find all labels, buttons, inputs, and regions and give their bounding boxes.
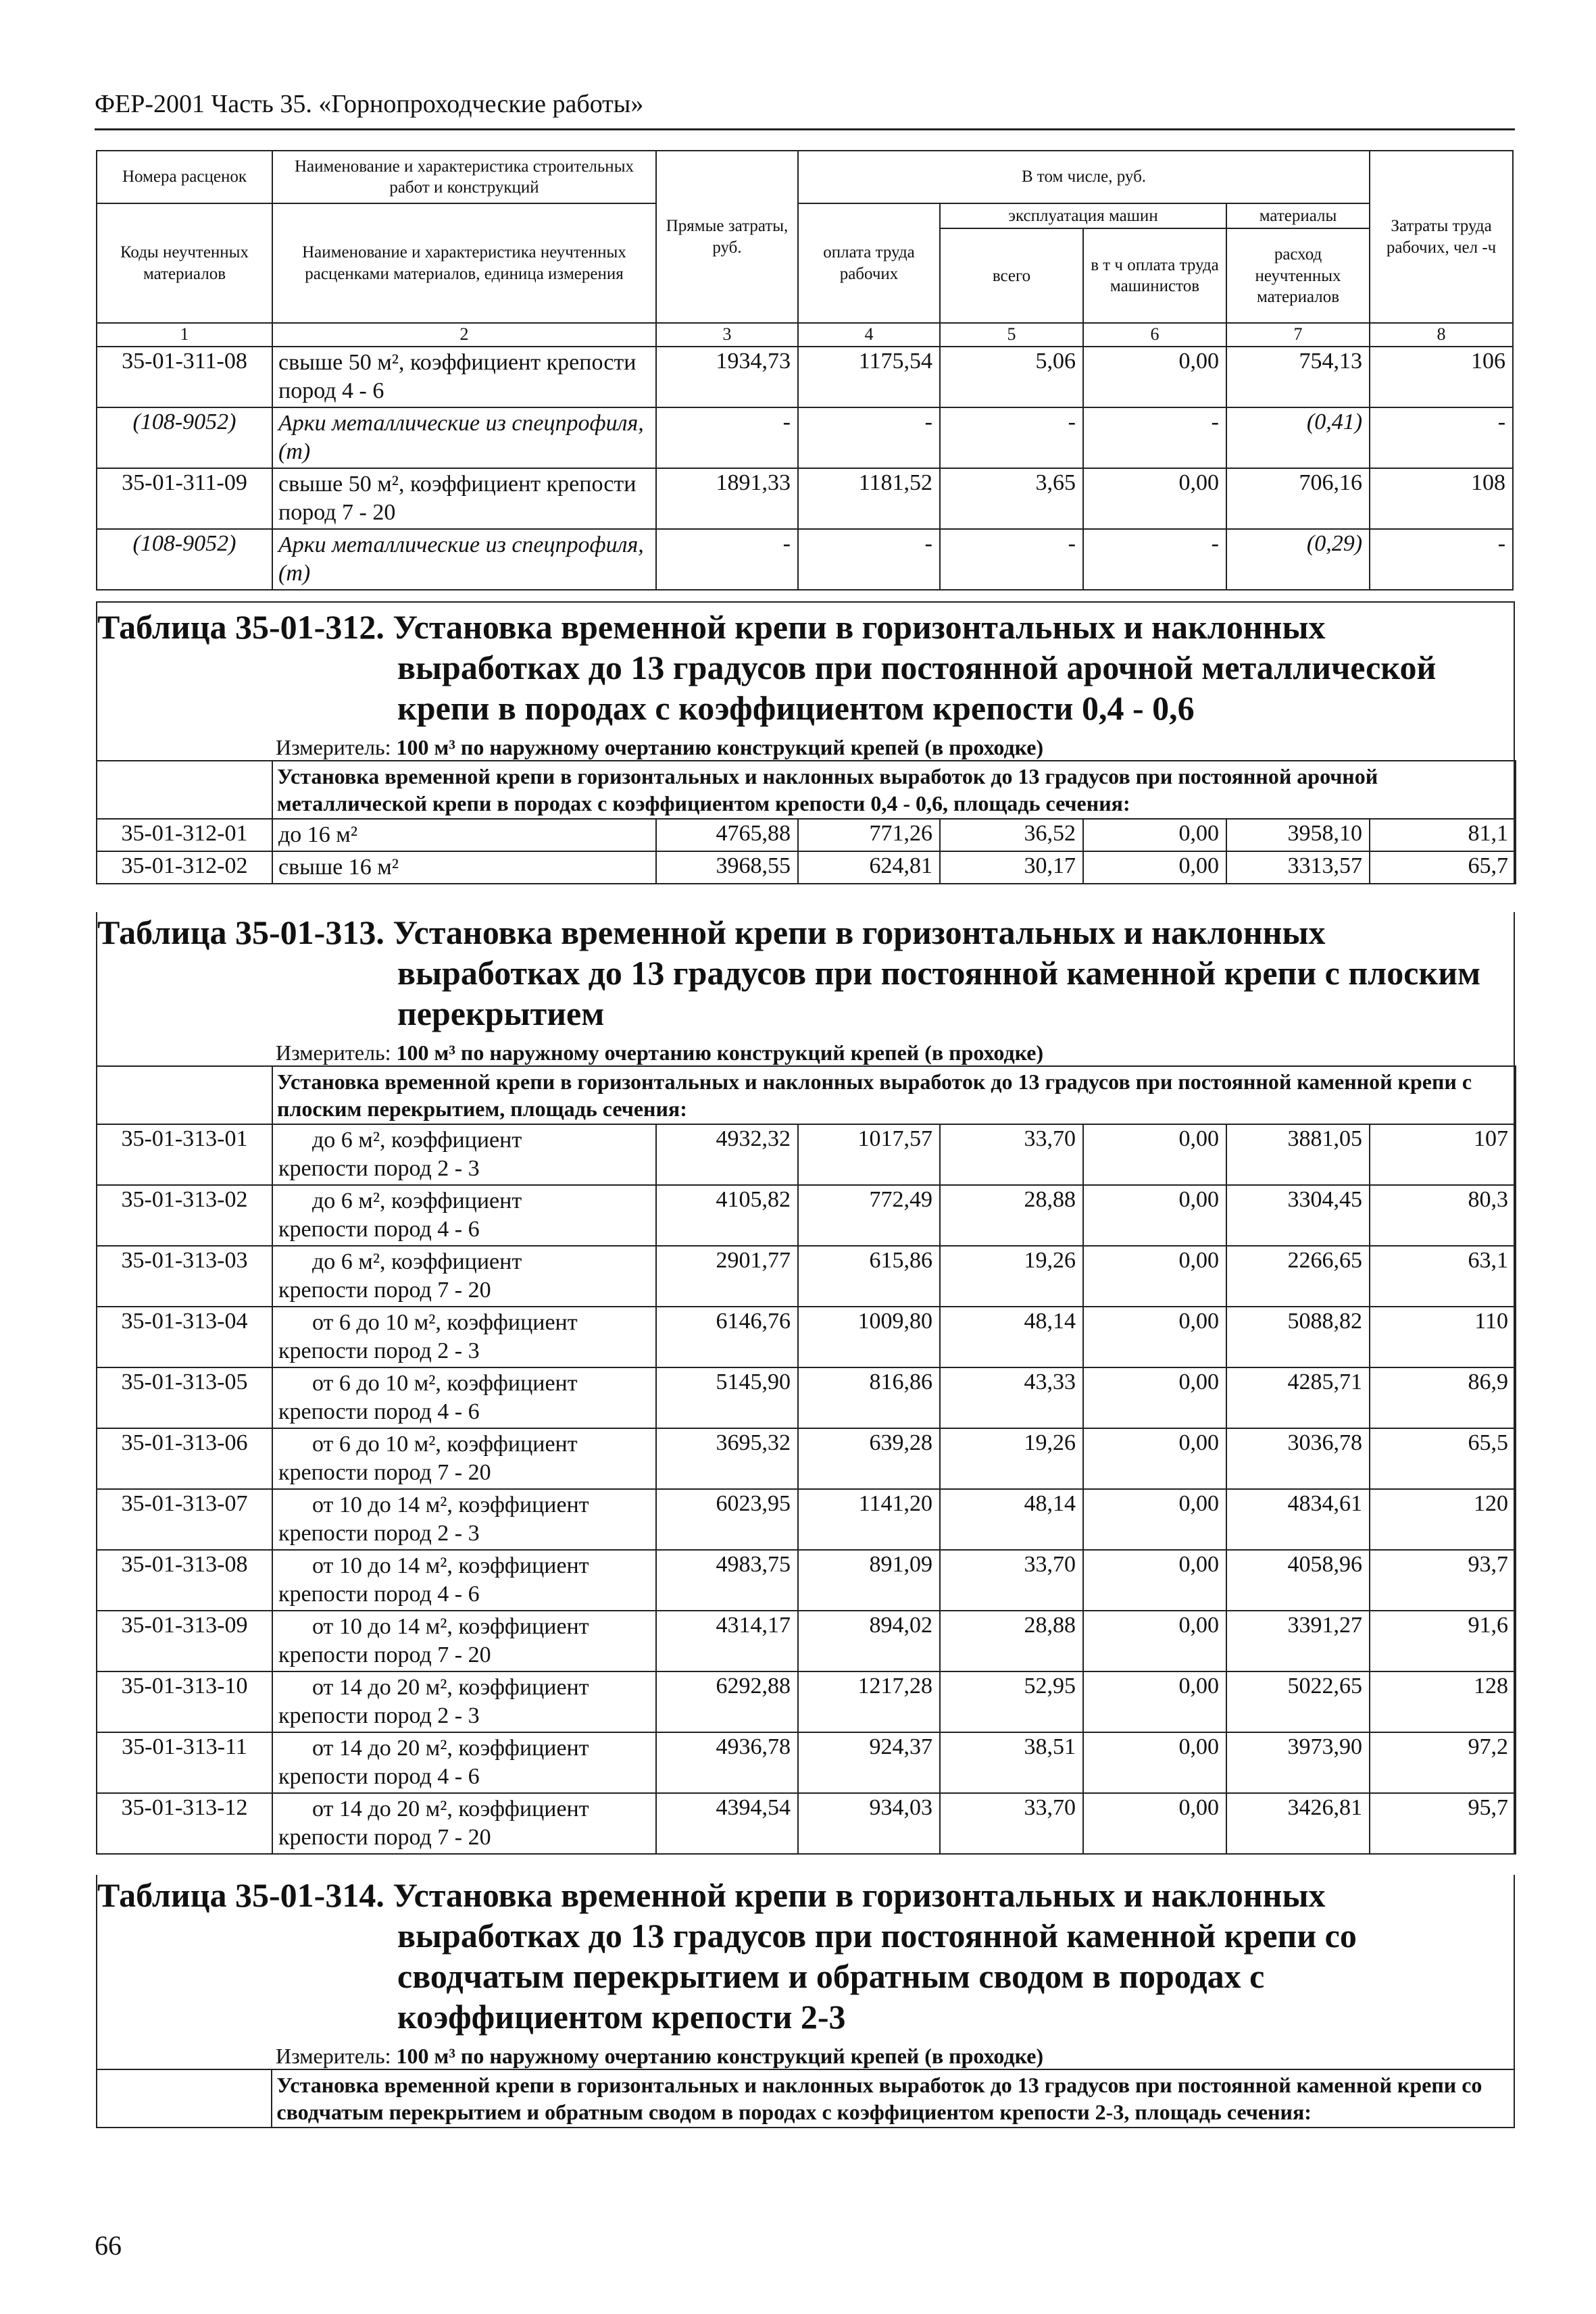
machines-total: 33,70: [940, 1124, 1083, 1185]
direct-cost: 4105,82: [656, 1185, 798, 1246]
rate-name-line: крепости пород 4 - 6: [278, 1399, 480, 1424]
rate-name: [272, 1307, 656, 1367]
machines-total: 19,26: [940, 1246, 1083, 1307]
materials: 4058,96: [1226, 1550, 1370, 1611]
rate-code: 35-01-313-05: [97, 1367, 272, 1428]
rate-name-line: от 10 до 14 м², коэффициент: [312, 1553, 589, 1578]
wages: 1175,54: [798, 347, 940, 407]
wages: 1141,20: [798, 1489, 940, 1550]
materials: 3391,27: [1226, 1611, 1370, 1671]
table-313-label: Таблица 35-01-313.: [97, 913, 384, 951]
rate-code: 35-01-312-02: [97, 851, 272, 884]
direct-cost: 4983,75: [656, 1550, 798, 1611]
wages: 1009,80: [798, 1307, 940, 1367]
direct-cost: 4932,32: [656, 1124, 798, 1185]
materials: 2266,65: [1226, 1246, 1370, 1307]
rate-code: 35-01-313-06: [97, 1428, 272, 1489]
machines-total: 3,65: [940, 468, 1083, 529]
machines-total: 28,88: [940, 1611, 1083, 1671]
rate-name-line: крепости пород 7 - 20: [278, 1825, 491, 1850]
materials: 3036,78: [1226, 1428, 1370, 1489]
materials: 706,16: [1226, 468, 1370, 529]
wages: 615,86: [798, 1246, 940, 1307]
wages: 1181,52: [798, 468, 940, 529]
machines-wages: 0,00: [1083, 1732, 1226, 1793]
table-row: [97, 1185, 1516, 1246]
direct-cost: 4394,54: [656, 1793, 798, 1854]
table-312: [96, 760, 1516, 884]
machines-wages: 0,00: [1083, 1124, 1226, 1185]
running-head: ФЕР-2001 Часть 35. «Горнопроходческие работы»: [95, 90, 644, 118]
machines-wages: 0,00: [1083, 819, 1226, 851]
top-table-block: [96, 150, 1512, 590]
table-312-title-line: крепи в породах с коэффициентом крепости 0,4 - 0,6: [397, 689, 1195, 727]
measure-value: 100 м³ по наружному очертанию конструкций крепей (в проходке): [396, 2044, 1044, 2068]
table-row: [97, 1671, 1516, 1732]
machines-wages: 0,00: [1083, 1671, 1226, 1732]
col-number: 1: [97, 323, 272, 347]
table-row: [97, 1489, 1516, 1550]
rate-name: [272, 1246, 656, 1307]
machines-total: -: [940, 529, 1083, 590]
direct-cost: 2901,77: [656, 1246, 798, 1307]
col-name-top: Наименование и характеристика строительных работ и конструкций: [272, 151, 656, 203]
material-row: [97, 407, 1513, 468]
materials: 3973,90: [1226, 1732, 1370, 1793]
rate-name-line: до 6 м², коэффициент: [312, 1249, 522, 1274]
material-quantity: (0,41): [1226, 407, 1370, 468]
rate-name-line: крепости пород 2 - 3: [278, 1521, 480, 1546]
wages: 624,81: [798, 851, 940, 884]
rate-code: 35-01-313-12: [97, 1793, 272, 1854]
table-row: [97, 1550, 1516, 1611]
materials: 3313,57: [1226, 851, 1370, 884]
materials: 4285,71: [1226, 1367, 1370, 1428]
machines-wages: 0,00: [1083, 1307, 1226, 1367]
rate-name-line: от 14 до 20 м², коэффициент: [312, 1736, 589, 1761]
rate-name: [272, 1732, 656, 1793]
col-materials-sub: расход неучтенных материалов: [1226, 228, 1370, 323]
labor: 86,9: [1370, 1367, 1516, 1428]
wages: 894,02: [798, 1611, 940, 1671]
machines-wages: 0,00: [1083, 1489, 1226, 1550]
labor: -: [1370, 529, 1513, 590]
direct-cost: 1934,73: [656, 347, 798, 407]
col-direct: Прямые затраты, руб.: [656, 151, 798, 323]
rate-name: [272, 1793, 656, 1854]
header-table: [96, 150, 1514, 590]
machines-total: 36,52: [940, 819, 1083, 851]
table-314-title: [97, 1875, 1514, 2037]
materials: 754,13: [1226, 347, 1370, 407]
labor: 120: [1370, 1489, 1516, 1550]
rate-name-line: от 14 до 20 м², коэффициент: [312, 1675, 589, 1700]
table-313-measure: [276, 1040, 1514, 1065]
rate-name-line: до 6 м², коэффициент: [312, 1128, 522, 1153]
labor: 91,6: [1370, 1611, 1516, 1671]
rate-code: 35-01-311-09: [97, 468, 272, 529]
labor: 63,1: [1370, 1246, 1516, 1307]
table-313-description: Установка временной крепи в горизонтальных и наклонных выработок до 13 градусов при постоянной каменной крепи с плоским перекрытием, площадь сечения:: [272, 1066, 1516, 1124]
table-312-title: [97, 603, 1514, 728]
direct-cost: 1891,33: [656, 468, 798, 529]
wages: -: [798, 529, 940, 590]
wages: 891,09: [798, 1550, 940, 1611]
materials: 3881,05: [1226, 1124, 1370, 1185]
col-materials: материалы: [1226, 203, 1370, 228]
labor: 65,5: [1370, 1428, 1516, 1489]
machines-total: 33,70: [940, 1793, 1083, 1854]
col-number: 3: [656, 323, 798, 347]
measure-value: 100 м³ по наружному очертанию конструкций крепей (в проходке): [396, 735, 1044, 759]
labor: 65,7: [1370, 851, 1516, 884]
wages: 772,49: [798, 1185, 940, 1246]
rate-code: 35-01-313-07: [97, 1489, 272, 1550]
machines-total: 48,14: [940, 1307, 1083, 1367]
measure-label: Измеритель:: [276, 1040, 391, 1065]
table-row: [97, 1732, 1516, 1793]
labor: 81,1: [1370, 819, 1516, 851]
col-number: 8: [1370, 323, 1513, 347]
machines-total: 43,33: [940, 1367, 1083, 1428]
wages: 1217,28: [798, 1671, 940, 1732]
machines-wages: 0,00: [1083, 1185, 1226, 1246]
rate-name-line: от 6 до 10 м², коэффициент: [312, 1371, 578, 1396]
table-row: [97, 851, 1516, 884]
direct-cost: 3695,32: [656, 1428, 798, 1489]
rate-name-line: крепости пород 4 - 6: [278, 1217, 480, 1242]
direct-cost: 6292,88: [656, 1671, 798, 1732]
table-row: [97, 468, 1513, 529]
rate-name: [272, 1428, 656, 1489]
table-313-title-line: выработках до 13 градусов при постоянной каменной крепи с плоским: [397, 954, 1481, 992]
direct-cost: -: [656, 529, 798, 590]
machines-wages: -: [1083, 407, 1226, 468]
col-machines-total: всего: [940, 228, 1083, 323]
rate-name: [272, 1611, 656, 1671]
rate-name-line: крепости пород 7 - 20: [278, 1460, 491, 1485]
wages: 934,03: [798, 1793, 940, 1854]
rate-code: 35-01-313-11: [97, 1732, 272, 1793]
material-name: Арки металлические из спецпрофиля, (т): [272, 529, 656, 590]
table-row: [97, 1611, 1516, 1671]
rate-name-line: крепости пород 2 - 3: [278, 1156, 480, 1181]
rate-name-line: от 6 до 10 м², коэффициент: [312, 1432, 578, 1457]
machines-total: 28,88: [940, 1185, 1083, 1246]
machines-wages: 0,00: [1083, 1367, 1226, 1428]
col-name-bottom: Наименование и характеристика неучтенных расценками материалов, единица измерения: [272, 203, 656, 323]
wages: -: [798, 407, 940, 468]
rate-name-line: от 14 до 20 м², коэффициент: [312, 1796, 589, 1821]
col-labor: Затраты труда рабочих, чел -ч: [1370, 151, 1513, 323]
machines-wages: 0,00: [1083, 347, 1226, 407]
direct-cost: 3968,55: [656, 851, 798, 884]
wages: 639,28: [798, 1428, 940, 1489]
col-machines-wages: в т ч оплата труда машинистов: [1083, 228, 1226, 323]
table-row: [97, 1124, 1516, 1185]
col-number: 5: [940, 323, 1083, 347]
table-row: [97, 347, 1513, 407]
page-number: 66: [95, 2230, 122, 2261]
rate-name: [272, 1550, 656, 1611]
rate-name-line: крепости пород 4 - 6: [278, 1582, 480, 1607]
col-including: В том числе, руб.: [798, 151, 1370, 203]
rate-name-line: от 10 до 14 м², коэффициент: [312, 1492, 589, 1517]
table-312-label: Таблица 35-01-312.: [97, 608, 384, 646]
table-314-block: [96, 1875, 1515, 2128]
rate-code: 35-01-313-02: [97, 1185, 272, 1246]
table-row: [97, 1307, 1516, 1367]
rate-name: [272, 1124, 656, 1185]
material-name: Арки металлические из спецпрофиля, (т): [272, 407, 656, 468]
table-313-title-line: перекрытием: [397, 995, 605, 1032]
labor: 95,7: [1370, 1793, 1516, 1854]
machines-total: -: [940, 407, 1083, 468]
col-number: 2: [272, 323, 656, 347]
rate-name-line: до 6 м², коэффициент: [312, 1188, 522, 1213]
measure-label: Измеритель:: [276, 735, 391, 759]
rate-name-line: крепости пород 2 - 3: [278, 1703, 480, 1728]
table-314-description: Установка временной крепи в горизонтальных и наклонных выработок до 13 градусов при постоянной каменной крепи со сводчатым перекрытием и обратным сводом в породах с коэффициентом крепости 2-3, площадь сечения:: [272, 2069, 1514, 2128]
rate-name-line: крепости пород 7 - 20: [278, 1642, 491, 1667]
table-row: [97, 1246, 1516, 1307]
materials: 3304,45: [1226, 1185, 1370, 1246]
machines-wages: 0,00: [1083, 1611, 1226, 1671]
machines-wages: 0,00: [1083, 468, 1226, 529]
rate-code: 35-01-313-08: [97, 1550, 272, 1611]
materials: 3958,10: [1226, 819, 1370, 851]
material-code: (108-9052): [97, 407, 272, 468]
table-313-title: [97, 912, 1514, 1034]
table-313-title-line: Установка временной крепи в горизонтальных и наклонных: [393, 913, 1326, 951]
machines-wages: 0,00: [1083, 1793, 1226, 1854]
table-314-title-line: Установка временной крепи в горизонтальных и наклонных: [393, 1876, 1326, 1914]
table-312-title-line: выработках до 13 градусов при постоянной арочной металлической: [397, 649, 1437, 686]
material-code: (108-9052): [97, 529, 272, 590]
materials: 5088,82: [1226, 1307, 1370, 1367]
labor: 108: [1370, 468, 1513, 529]
rate-name-line: от 10 до 14 м², коэффициент: [312, 1614, 589, 1639]
rate-name: до 16 м²: [272, 819, 656, 851]
machines-total: 38,51: [940, 1732, 1083, 1793]
rate-name: свыше 50 м², коэффициент крепости пород 7 - 20: [272, 468, 656, 529]
table-314: [96, 2069, 1515, 2128]
direct-cost: 4936,78: [656, 1732, 798, 1793]
table-313: [96, 1065, 1516, 1855]
rate-name-line: крепости пород 4 - 6: [278, 1764, 480, 1789]
col-wages: оплата труда рабочих: [798, 203, 940, 323]
table-row: [97, 1367, 1516, 1428]
rate-name-line: крепости пород 2 - 3: [278, 1338, 480, 1363]
material-quantity: (0,29): [1226, 529, 1370, 590]
rate-name: [272, 1671, 656, 1732]
table-312-description: Установка временной крепи в горизонтальных и наклонных выработок до 13 градусов при постоянной арочной металлической крепи в породах с коэффициентом крепости 0,4 - 0,6, площадь сечения:: [272, 761, 1516, 819]
wages: 816,86: [798, 1367, 940, 1428]
wages: 1017,57: [798, 1124, 940, 1185]
table-314-title-line: сводчатым перекрытием и обратным сводом в породах с: [397, 1957, 1265, 1995]
rate-code: 35-01-312-01: [97, 819, 272, 851]
rate-name-line: крепости пород 7 - 20: [278, 1278, 491, 1303]
labor: -: [1370, 407, 1513, 468]
measure-value: 100 м³ по наружному очертанию конструкций крепей (в проходке): [396, 1040, 1044, 1065]
materials: 3426,81: [1226, 1793, 1370, 1854]
rate-name: [272, 1185, 656, 1246]
rate-code: 35-01-313-10: [97, 1671, 272, 1732]
table-row: [97, 1428, 1516, 1489]
col-number: 7: [1226, 323, 1370, 347]
labor: 107: [1370, 1124, 1516, 1185]
labor: 106: [1370, 347, 1513, 407]
header-rule: [95, 128, 1515, 130]
labor: 80,3: [1370, 1185, 1516, 1246]
machines-wages: 0,00: [1083, 851, 1226, 884]
machines-wages: 0,00: [1083, 1246, 1226, 1307]
rate-name-line: от 6 до 10 м², коэффициент: [312, 1310, 578, 1335]
labor: 93,7: [1370, 1550, 1516, 1611]
direct-cost: 6146,76: [656, 1307, 798, 1367]
labor: 128: [1370, 1671, 1516, 1732]
rate-code: 35-01-313-03: [97, 1246, 272, 1307]
wages: 924,37: [798, 1732, 940, 1793]
table-314-label: Таблица 35-01-314.: [97, 1876, 384, 1914]
machines-total: 30,17: [940, 851, 1083, 884]
direct-cost: 4765,88: [656, 819, 798, 851]
rate-name: свыше 16 м²: [272, 851, 656, 884]
rate-code: 35-01-311-08: [97, 347, 272, 407]
rate-name: [272, 1489, 656, 1550]
col-number: 4: [798, 323, 940, 347]
machines-total: 33,70: [940, 1550, 1083, 1611]
table-314-measure: [276, 2044, 1514, 2069]
rate-name: свыше 50 м², коэффициент крепости пород 4 - 6: [272, 347, 656, 407]
machines-wages: 0,00: [1083, 1550, 1226, 1611]
rate-code: 35-01-313-09: [97, 1611, 272, 1671]
direct-cost: -: [656, 407, 798, 468]
machines-wages: -: [1083, 529, 1226, 590]
table-312-measure: [276, 735, 1514, 760]
rate-name: [272, 1367, 656, 1428]
wages: 771,26: [798, 819, 940, 851]
labor: 110: [1370, 1307, 1516, 1367]
materials: 5022,65: [1226, 1671, 1370, 1732]
rate-code: 35-01-313-04: [97, 1307, 272, 1367]
machines-total: 48,14: [940, 1489, 1083, 1550]
direct-cost: 5145,90: [656, 1367, 798, 1428]
table-314-title-line: коэффициентом крепости 2-3: [397, 1998, 846, 2036]
table-312-title-line: Установка временной крепи в горизонтальных и наклонных: [393, 608, 1326, 646]
rate-code: 35-01-313-01: [97, 1124, 272, 1185]
table-314-title-line: выработках до 13 градусов при постоянной каменной крепи со: [397, 1917, 1357, 1955]
materials: 4834,61: [1226, 1489, 1370, 1550]
table-row: [97, 1793, 1516, 1854]
material-row: [97, 529, 1513, 590]
direct-cost: 4314,17: [656, 1611, 798, 1671]
machines-total: 19,26: [940, 1428, 1083, 1489]
machines-total: 52,95: [940, 1671, 1083, 1732]
measure-label: Измеритель:: [276, 2044, 391, 2068]
machines-wages: 0,00: [1083, 1428, 1226, 1489]
table-313-block: [96, 912, 1515, 1855]
col-number: 6: [1083, 323, 1226, 347]
col-code-bottom: Коды неучтенных материалов: [97, 203, 272, 323]
direct-cost: 6023,95: [656, 1489, 798, 1550]
machines-total: 5,06: [940, 347, 1083, 407]
table-row: [97, 819, 1516, 851]
table-312-block: [96, 601, 1515, 884]
labor: 97,2: [1370, 1732, 1516, 1793]
col-code-top: Номера расценок: [97, 151, 272, 203]
col-machines: эксплуатация машин: [940, 203, 1226, 228]
